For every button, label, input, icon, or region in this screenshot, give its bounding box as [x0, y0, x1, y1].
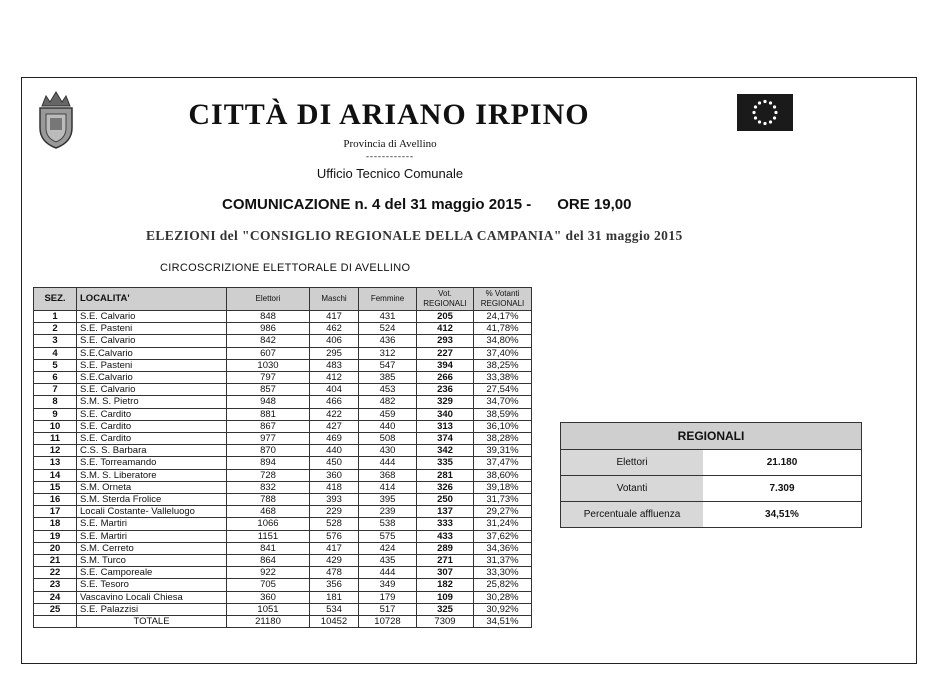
cell-votanti: 182 — [417, 579, 474, 591]
cell-elettori: 857 — [227, 384, 310, 396]
cell-sez: 15 — [34, 481, 77, 493]
summary-row-affluenza — [561, 502, 861, 527]
flag-star-icon — [769, 120, 772, 123]
cell-votanti: 412 — [417, 323, 474, 335]
cell-votanti: 250 — [417, 494, 474, 506]
cell-elettori: 842 — [227, 335, 310, 347]
flag-star-icon — [774, 111, 777, 114]
table-row — [34, 603, 532, 615]
cell-percent: 24,17% — [474, 311, 532, 323]
cell-elettori: 881 — [227, 408, 310, 420]
cell-percent: 30,28% — [474, 591, 532, 603]
table-row — [34, 359, 532, 371]
cell-localita: S.E. Palazzisi — [77, 603, 227, 615]
cell-percent: 31,37% — [474, 555, 532, 567]
total-maschi: 10452 — [310, 616, 359, 628]
header-votanti: Vot. REGIONALI — [417, 288, 474, 311]
cell-femmine: 444 — [359, 457, 417, 469]
cell-percent: 39,18% — [474, 481, 532, 493]
cell-femmine: 179 — [359, 591, 417, 603]
cell-votanti: 433 — [417, 530, 474, 542]
flag-star-icon — [758, 101, 761, 104]
header-percent: % Votanti REGIONALI — [474, 288, 532, 311]
district-label: CIRCOSCRIZIONE ELETTORALE DI AVELLINO — [160, 262, 411, 274]
cell-percent: 27,54% — [474, 384, 532, 396]
cell-elettori: 867 — [227, 420, 310, 432]
table-row — [34, 591, 532, 603]
header-femmine: Femmine — [359, 288, 417, 311]
cell-sez: 19 — [34, 530, 77, 542]
cell-votanti: 289 — [417, 542, 474, 554]
cell-femmine: 239 — [359, 506, 417, 518]
cell-femmine: 524 — [359, 323, 417, 335]
cell-maschi: 418 — [310, 481, 359, 493]
cell-femmine: 547 — [359, 359, 417, 371]
cell-votanti: 281 — [417, 469, 474, 481]
table-row — [34, 433, 532, 445]
cell-femmine: 431 — [359, 311, 417, 323]
table-row — [34, 323, 532, 335]
cell-femmine: 436 — [359, 335, 417, 347]
cell-localita: S.M. Cerreto — [77, 542, 227, 554]
flag-star-icon — [763, 100, 766, 103]
cell-elettori: 948 — [227, 396, 310, 408]
cell-elettori: 977 — [227, 433, 310, 445]
cell-femmine: 440 — [359, 420, 417, 432]
cell-percent: 37,47% — [474, 457, 532, 469]
province-label: Provincia di Avellino — [343, 138, 437, 150]
cell-maschi: 412 — [310, 372, 359, 384]
cell-percent: 33,30% — [474, 567, 532, 579]
cell-femmine: 435 — [359, 555, 417, 567]
flag-star-icon — [752, 111, 755, 114]
cell-percent: 36,10% — [474, 420, 532, 432]
cell-elettori: 848 — [227, 311, 310, 323]
cell-sez: 5 — [34, 359, 77, 371]
cell-votanti: 325 — [417, 603, 474, 615]
cell-elettori: 1066 — [227, 518, 310, 530]
cell-votanti: 271 — [417, 555, 474, 567]
cell-elettori: 864 — [227, 555, 310, 567]
election-title: ELEZIONI del "CONSIGLIO REGIONALE DELLA CAMPANIA" del 31 maggio 2015 — [146, 228, 683, 243]
cell-percent: 29,27% — [474, 506, 532, 518]
cell-votanti: 333 — [417, 518, 474, 530]
total-blank-cell — [34, 616, 77, 628]
city-title: CITTÀ DI ARIANO IRPINO — [188, 98, 590, 131]
cell-femmine: 459 — [359, 408, 417, 420]
cell-femmine: 538 — [359, 518, 417, 530]
cell-percent: 31,73% — [474, 494, 532, 506]
office-label: Ufficio Tecnico Comunale — [316, 166, 464, 181]
cell-percent: 25,82% — [474, 579, 532, 591]
table-row — [34, 384, 532, 396]
cell-femmine: 414 — [359, 481, 417, 493]
cell-femmine: 430 — [359, 445, 417, 457]
cell-percent: 34,70% — [474, 396, 532, 408]
cell-maschi: 417 — [310, 311, 359, 323]
summary-value: 21.180 — [766, 457, 798, 468]
table-row — [34, 420, 532, 432]
cell-localita: S.E. Calvario — [77, 384, 227, 396]
cell-localita: S.M. S. Liberatore — [77, 469, 227, 481]
cell-femmine: 517 — [359, 603, 417, 615]
cell-sez: 11 — [34, 433, 77, 445]
cell-maschi: 356 — [310, 579, 359, 591]
cell-elettori: 1151 — [227, 530, 310, 542]
table-row — [34, 481, 532, 493]
cell-femmine: 395 — [359, 494, 417, 506]
cell-votanti: 329 — [417, 396, 474, 408]
cell-maschi: 478 — [310, 567, 359, 579]
cell-votanti: 394 — [417, 359, 474, 371]
cell-votanti: 342 — [417, 445, 474, 457]
cell-maschi: 469 — [310, 433, 359, 445]
total-label: TOTALE — [77, 616, 227, 628]
table-row — [34, 567, 532, 579]
cell-maschi: 427 — [310, 420, 359, 432]
cell-localita: S.M. S. Pietro — [77, 396, 227, 408]
cell-femmine: 482 — [359, 396, 417, 408]
cell-femmine: 312 — [359, 347, 417, 359]
cell-localita: S.E. Cardito — [77, 408, 227, 420]
table-row — [34, 530, 532, 542]
cell-votanti: 205 — [417, 311, 474, 323]
cell-sez: 2 — [34, 323, 77, 335]
cell-elettori: 1030 — [227, 359, 310, 371]
flag-star-icon — [754, 116, 757, 119]
table-row — [34, 506, 532, 518]
cell-maschi: 483 — [310, 359, 359, 371]
cell-percent: 39,31% — [474, 445, 532, 457]
table-row — [34, 494, 532, 506]
communication-line — [222, 196, 631, 213]
cell-sez: 17 — [34, 506, 77, 518]
cell-maschi: 528 — [310, 518, 359, 530]
cell-femmine: 368 — [359, 469, 417, 481]
cell-percent: 31,24% — [474, 518, 532, 530]
cell-maschi: 450 — [310, 457, 359, 469]
cell-sez: 18 — [34, 518, 77, 530]
flag-star-icon — [773, 116, 776, 119]
cell-sez: 13 — [34, 457, 77, 469]
cell-localita: S.E. Camporeale — [77, 567, 227, 579]
total-elettori: 21180 — [227, 616, 310, 628]
cell-femmine: 444 — [359, 567, 417, 579]
table-row — [34, 457, 532, 469]
cell-sez: 25 — [34, 603, 77, 615]
cell-percent: 34,80% — [474, 335, 532, 347]
cell-sez: 1 — [34, 311, 77, 323]
cell-maschi: 417 — [310, 542, 359, 554]
table-row — [34, 396, 532, 408]
cell-votanti: 137 — [417, 506, 474, 518]
cell-maschi: 440 — [310, 445, 359, 457]
cell-maschi: 295 — [310, 347, 359, 359]
header-elettori: Elettori — [227, 288, 310, 311]
cell-elettori: 705 — [227, 579, 310, 591]
cell-elettori: 797 — [227, 372, 310, 384]
total-femmine: 10728 — [359, 616, 417, 628]
table-row — [34, 408, 532, 420]
communication-time: ORE 19,00 — [557, 196, 632, 213]
cell-sez: 23 — [34, 579, 77, 591]
header-maschi: Maschi — [310, 288, 359, 311]
cell-maschi: 422 — [310, 408, 359, 420]
table-row — [34, 469, 532, 481]
cell-femmine: 575 — [359, 530, 417, 542]
cell-elettori: 607 — [227, 347, 310, 359]
cell-votanti: 266 — [417, 372, 474, 384]
cell-percent: 38,25% — [474, 359, 532, 371]
cell-maschi: 360 — [310, 469, 359, 481]
cell-localita: S.E. Calvario — [77, 311, 227, 323]
cell-localita: S.E.Calvario — [77, 372, 227, 384]
cell-percent: 34,36% — [474, 542, 532, 554]
cell-femmine: 385 — [359, 372, 417, 384]
table-row — [34, 518, 532, 530]
summary-label: Votanti — [561, 476, 703, 501]
cell-sez: 6 — [34, 372, 77, 384]
table-body — [34, 311, 532, 628]
header-sez: SEZ. — [34, 288, 77, 311]
flag-star-icon — [769, 101, 772, 104]
divider-line: ------------ — [366, 151, 414, 161]
summary-row-votanti — [561, 476, 861, 502]
cell-localita: S.M. Sterda Frolice — [77, 494, 227, 506]
cell-percent: 41,78% — [474, 323, 532, 335]
cell-sez: 20 — [34, 542, 77, 554]
cell-sez: 9 — [34, 408, 77, 420]
cell-votanti: 313 — [417, 420, 474, 432]
cell-percent: 37,62% — [474, 530, 532, 542]
cell-elettori: 728 — [227, 469, 310, 481]
cell-elettori: 468 — [227, 506, 310, 518]
cell-votanti: 227 — [417, 347, 474, 359]
table-row — [34, 372, 532, 384]
table-row — [34, 311, 532, 323]
summary-value: 34,51% — [765, 509, 799, 520]
cell-percent: 30,92% — [474, 603, 532, 615]
cell-percent: 38,28% — [474, 433, 532, 445]
cell-localita: S.E. Pasteni — [77, 323, 227, 335]
cell-elettori: 841 — [227, 542, 310, 554]
cell-localita: S.E. Cardito — [77, 420, 227, 432]
cell-votanti: 374 — [417, 433, 474, 445]
communication-number: COMUNICAZIONE n. 4 del 31 maggio 2015 - — [222, 196, 532, 213]
cell-maschi: 462 — [310, 323, 359, 335]
cell-votanti: 236 — [417, 384, 474, 396]
cell-maschi: 466 — [310, 396, 359, 408]
cell-elettori: 360 — [227, 591, 310, 603]
cell-elettori: 894 — [227, 457, 310, 469]
cell-elettori: 870 — [227, 445, 310, 457]
summary-value: 7.309 — [769, 483, 795, 494]
summary-label: Percentuale affluenza — [561, 502, 703, 527]
cell-femmine: 508 — [359, 433, 417, 445]
cell-sez: 16 — [34, 494, 77, 506]
summary-label: Elettori — [561, 450, 703, 475]
cell-votanti: 340 — [417, 408, 474, 420]
cell-localita: S.M. Orneta — [77, 481, 227, 493]
cell-localita: S.E. Calvario — [77, 335, 227, 347]
city-crest-icon — [34, 88, 78, 150]
total-votanti: 7309 — [417, 616, 474, 628]
cell-localita: C.S. S. Barbara — [77, 445, 227, 457]
cell-localita: S.E. Cardito — [77, 433, 227, 445]
cell-elettori: 922 — [227, 567, 310, 579]
cell-sez: 24 — [34, 591, 77, 603]
cell-sez: 8 — [34, 396, 77, 408]
summary-box — [560, 422, 862, 528]
table-row — [34, 445, 532, 457]
sections-table — [33, 287, 532, 628]
cell-localita: S.E.Calvario — [77, 347, 227, 359]
cell-sez: 10 — [34, 420, 77, 432]
cell-elettori: 986 — [227, 323, 310, 335]
cell-localita: S.E. Pasteni — [77, 359, 227, 371]
flag-star-icon — [773, 105, 776, 108]
cell-votanti: 293 — [417, 335, 474, 347]
flag-star-icon — [754, 105, 757, 108]
cell-votanti: 307 — [417, 567, 474, 579]
cell-sez: 3 — [34, 335, 77, 347]
table-row — [34, 542, 532, 554]
summary-row-elettori — [561, 450, 861, 476]
cell-maschi: 393 — [310, 494, 359, 506]
cell-localita: Vascavino Locali Chiesa — [77, 591, 227, 603]
table-row — [34, 579, 532, 591]
table-row — [34, 555, 532, 567]
cell-elettori: 1051 — [227, 603, 310, 615]
total-row — [34, 616, 532, 628]
eu-flag-icon — [737, 94, 793, 131]
cell-maschi: 576 — [310, 530, 359, 542]
cell-maschi: 404 — [310, 384, 359, 396]
cell-sez: 12 — [34, 445, 77, 457]
table-header-row — [34, 288, 532, 311]
flag-star-icon — [763, 122, 766, 125]
cell-femmine: 453 — [359, 384, 417, 396]
header-localita: LOCALITA' — [77, 288, 227, 311]
cell-percent: 33,38% — [474, 372, 532, 384]
cell-localita: Locali Costante- Valleluogo — [77, 506, 227, 518]
flag-star-icon — [758, 120, 761, 123]
cell-sez: 22 — [34, 567, 77, 579]
cell-sez: 21 — [34, 555, 77, 567]
cell-votanti: 335 — [417, 457, 474, 469]
cell-elettori: 832 — [227, 481, 310, 493]
cell-maschi: 181 — [310, 591, 359, 603]
cell-sez: 14 — [34, 469, 77, 481]
cell-percent: 38,60% — [474, 469, 532, 481]
cell-maschi: 534 — [310, 603, 359, 615]
table-row — [34, 347, 532, 359]
cell-femmine: 349 — [359, 579, 417, 591]
total-percent: 34,51% — [474, 616, 532, 628]
cell-percent: 37,40% — [474, 347, 532, 359]
cell-votanti: 326 — [417, 481, 474, 493]
cell-localita: S.E. Torreamando — [77, 457, 227, 469]
cell-localita: S.E. Tesoro — [77, 579, 227, 591]
cell-localita: S.E. Martiri — [77, 530, 227, 542]
table-row — [34, 335, 532, 347]
cell-maschi: 429 — [310, 555, 359, 567]
cell-localita: S.M. Turco — [77, 555, 227, 567]
cell-sez: 7 — [34, 384, 77, 396]
cell-maschi: 406 — [310, 335, 359, 347]
cell-maschi: 229 — [310, 506, 359, 518]
cell-elettori: 788 — [227, 494, 310, 506]
cell-femmine: 424 — [359, 542, 417, 554]
cell-votanti: 109 — [417, 591, 474, 603]
cell-percent: 38,59% — [474, 408, 532, 420]
cell-sez: 4 — [34, 347, 77, 359]
cell-localita: S.E. Martiri — [77, 518, 227, 530]
summary-title: REGIONALI — [561, 423, 861, 450]
